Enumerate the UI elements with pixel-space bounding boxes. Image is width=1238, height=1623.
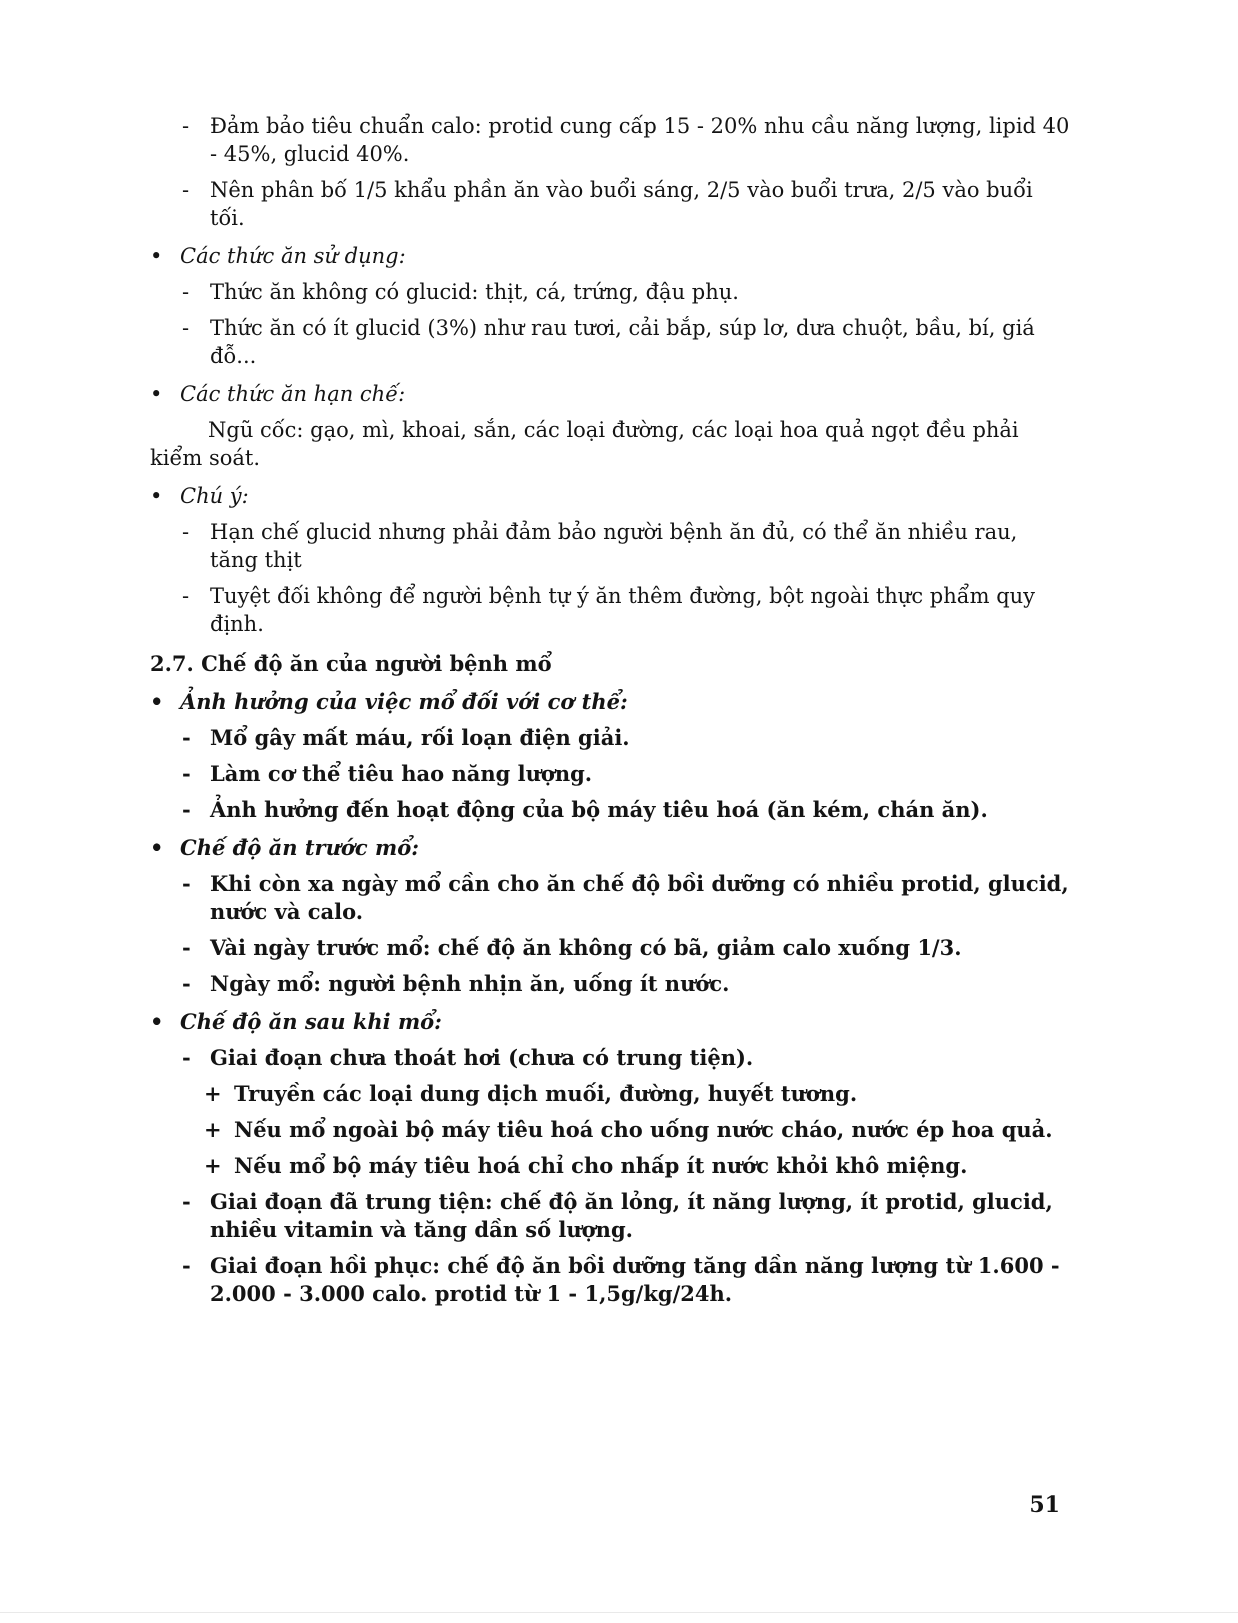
sub-list-item [150,1116,1070,1144]
bullet-marker: • [150,689,164,714]
scan-edge-divider [0,1612,1238,1613]
bullet-label: Các thức ăn hạn chế: [180,382,406,406]
list-item [150,760,1070,788]
list-item [150,1188,1070,1244]
sub-list-item-text: Truyền các loại dung dịch muối, đường, huyết tương. [234,1081,858,1106]
bullet-label: Chế độ ăn trước mổ: [180,835,419,860]
dash-marker: - [182,761,191,786]
dash-marker: - [182,178,190,202]
dash-marker: - [182,797,191,822]
dash-marker: - [182,1189,191,1214]
list-item [150,970,1070,998]
plus-marker: + [204,1081,222,1106]
bullet-label: Các thức ăn sử dụng: [180,244,406,268]
list-item-text: Khi còn xa ngày mổ cần cho ăn chế độ bồi dưỡng có nhiều protid, glucid, nước và calo. [210,871,1069,924]
bullet-marker: • [150,244,163,268]
list-item [150,314,1070,370]
dash-marker: - [182,316,190,340]
section-heading: 2.7. Chế độ ăn của người bệnh mổ [150,651,552,676]
list-item [150,934,1070,962]
list-item-text: Hạn chế glucid nhưng phải đảm bảo người bệnh ăn đủ, có thể ăn nhiều rau, tăng thịt [210,520,1018,572]
dash-marker: - [182,114,190,138]
list-item [150,724,1070,752]
bullet-marker: • [150,382,163,406]
list-item-text: Ngày mổ: người bệnh nhịn ăn, uống ít nước. [210,971,730,996]
bullet-label: Chế độ ăn sau khi mổ: [180,1009,442,1034]
plus-marker: + [204,1153,222,1178]
list-item-text: Giai đoạn chưa thoát hơi (chưa có trung tiện). [210,1045,754,1070]
bullet-effects [150,688,1070,716]
page-number: 51 [1029,1492,1060,1518]
list-item-text: Thức ăn có ít glucid (3%) như rau tươi, cải bắp, súp lơ, dưa chuột, bầu, bí, giá đỗ... [210,316,1035,368]
list-item [150,112,1070,168]
bullet-marker: • [150,835,164,860]
dash-marker: - [182,725,191,750]
bullet-label: Chú ý: [180,484,249,508]
list-item-text: Ảnh hưởng đến hoạt động của bộ máy tiêu hoá (ăn kém, chán ăn). [210,797,988,822]
bullet-note [150,482,1070,510]
list-item [150,278,1070,306]
list-item-text: Thức ăn không có glucid: thịt, cá, trứng, đậu phụ. [210,280,739,304]
page-content [150,112,1070,1308]
list-item-text: Tuyệt đối không để người bệnh tự ý ăn thêm đường, bột ngoài thực phẩm quy định. [210,584,1036,636]
dash-marker: - [182,871,191,896]
sub-list-item-text: Nếu mổ ngoài bộ máy tiêu hoá cho uống nước cháo, nước ép hoa quả. [234,1117,1053,1142]
bullet-marker: • [150,484,163,508]
dash-marker: - [182,520,190,544]
list-item [150,176,1070,232]
dash-marker: - [182,935,191,960]
dash-marker: - [182,971,191,996]
list-item-text: Giai đoạn đã trung tiện: chế độ ăn lỏng, ít năng lượng, ít protid, glucid, nhiều vitamin và tăng dần số lượng. [210,1189,1053,1242]
dash-marker: - [182,1045,191,1070]
dash-marker: - [182,1253,191,1278]
list-item [150,870,1070,926]
bullet-foods-limited [150,380,1070,408]
paragraph: Ngũ cốc: gạo, mì, khoai, sắn, các loại đường, các loại hoa quả ngọt đều phải kiểm soát. [150,418,1019,470]
bullet-label: Ảnh hưởng của việc mổ đối với cơ thể: [180,689,628,714]
plus-marker: + [204,1117,222,1142]
list-item [150,1044,1070,1072]
sub-list-item [150,1152,1070,1180]
list-item [150,1252,1070,1308]
bullet-pre-op [150,834,1070,862]
dash-marker: - [182,280,190,304]
list-item [150,796,1070,824]
list-item-text: Đảm bảo tiêu chuẩn calo: protid cung cấp 15 - 20% nhu cầu năng lượng, lipid 40 - 45%, glucid 40%. [210,114,1070,166]
sub-list-item [150,1080,1070,1108]
list-item-text: Giai đoạn hồi phục: chế độ ăn bồi dưỡng tăng dần năng lượng từ 1.600 - 2.000 - 3.000 calo. protid từ 1 - 1,5g/kg/24h. [210,1253,1060,1306]
list-item-text: Làm cơ thể tiêu hao năng lượng. [210,761,593,786]
bullet-marker: • [150,1009,164,1034]
list-item-text: Nên phân bố 1/5 khẩu phần ăn vào buổi sáng, 2/5 vào buổi trưa, 2/5 vào buổi tối. [210,178,1033,230]
list-item [150,518,1070,574]
list-item-text: Vài ngày trước mổ: chế độ ăn không có bã, giảm calo xuống 1/3. [210,935,962,960]
dash-marker: - [182,584,190,608]
bullet-post-op [150,1008,1070,1036]
bullet-foods-used [150,242,1070,270]
list-item [150,582,1070,638]
sub-list-item-text: Nếu mổ bộ máy tiêu hoá chỉ cho nhấp ít nước khỏi khô miệng. [234,1153,968,1178]
list-item-text: Mổ gây mất máu, rối loạn điện giải. [210,725,630,750]
